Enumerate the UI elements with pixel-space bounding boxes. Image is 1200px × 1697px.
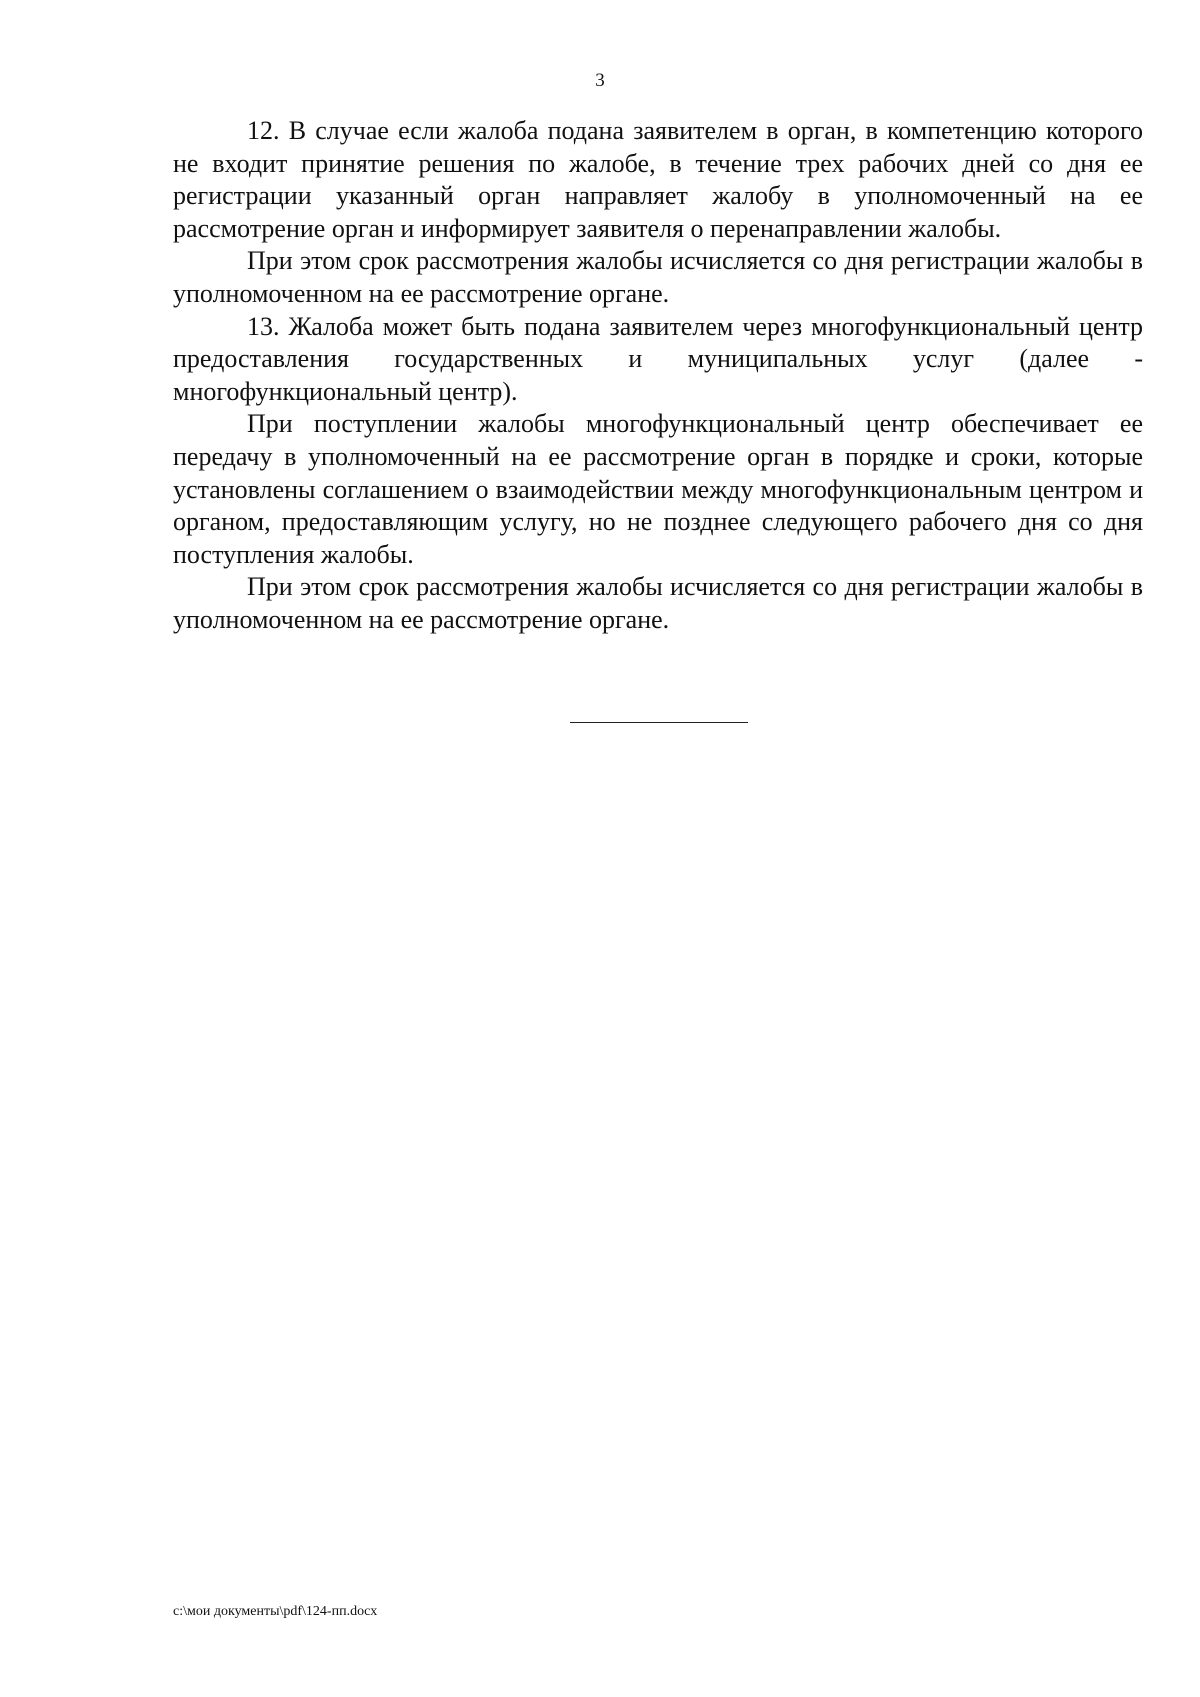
paragraph-13-transfer: При поступлении жалобы многофункциональный центр обеспечивает ее передачу в уполномоченный на ее рассмотрение орган в порядке и сроки, которые установлены соглашением о взаимодействии между многофункциональным центром и органом, предоставляющим услугу, но не позднее следующего рабочего дня со дня поступления жалобы. bbox=[173, 409, 1143, 569]
document-body bbox=[173, 115, 1143, 637]
paragraph-12: 12. В случае если жалоба подана заявителем в орган, в компетенцию которого не входит принятие решения по жалобе, в течение трех рабочих дней со дня ее регистрации указанный орган направляет жалобу в уполномоченный на ее рассмотрение орган и информирует заявителя о перенаправлении жалобы. bbox=[173, 116, 1143, 243]
paragraph-12-term: При этом срок рассмотрения жалобы исчисляется со дня регистрации жалобы в уполномоченном на ее рассмотрение органе. bbox=[173, 246, 1143, 308]
page-number: 3 bbox=[595, 70, 605, 91]
footer-file-path: c:\мои документы\pdf\124-пп.docx bbox=[173, 1604, 378, 1619]
closing-divider bbox=[570, 722, 748, 723]
paragraph-13-term: При этом срок рассмотрения жалобы исчисляется со дня регистрации жалобы в уполномоченном на ее рассмотрение органе. bbox=[173, 572, 1143, 634]
paragraph-13: 13. Жалоба может быть подана заявителем через многофункциональный центр предоставления государственных и муниципальных услуг (далее - многофункциональный центр). bbox=[173, 311, 1143, 406]
